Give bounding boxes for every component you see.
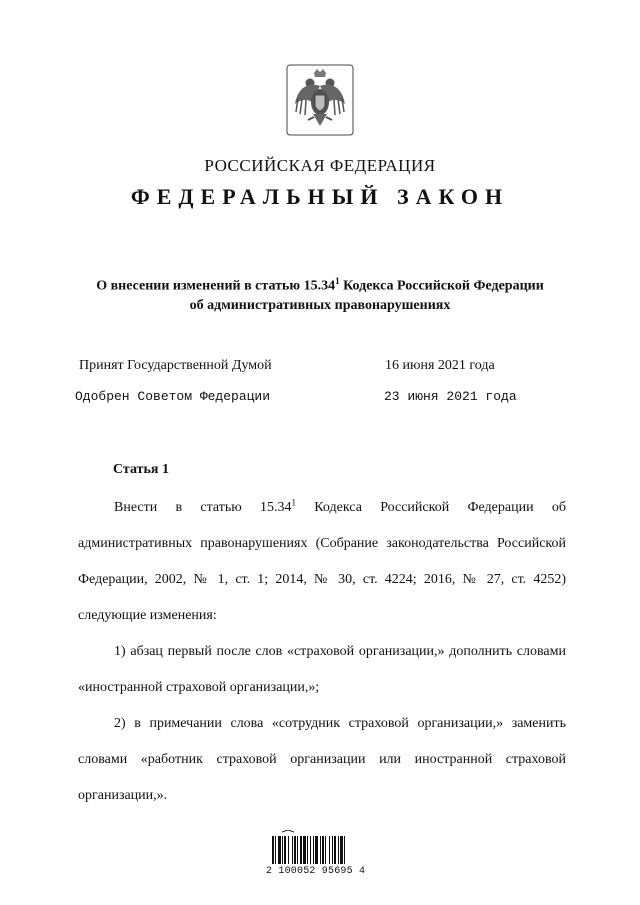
barcode-bar: [282, 836, 283, 864]
coat-of-arms-emblem: [286, 64, 354, 136]
barcode-bar: [275, 836, 276, 864]
barcode-bar: [307, 836, 308, 864]
barcode-bar: [313, 836, 314, 864]
title-superscript: 1: [335, 276, 340, 286]
approved-label: Одобрен Советом Федерации: [75, 389, 271, 404]
barcode-mark-icon: [282, 830, 294, 832]
barcode-bar: [315, 836, 318, 864]
article-item-1: 1) абзац первый после слов «страховой организации,» дополнить словами «иностранной страховой организации,»;: [78, 644, 566, 695]
article-item-2: 2) в примечании слова «сотрудник страховой организации,» заменить словами «работник страховой организации или иностранной страховой организации,».: [78, 716, 566, 803]
approved-date: 23 июня 2021 года: [384, 389, 517, 404]
article-intro-paragraph: [78, 490, 566, 634]
barcode-bar: [344, 836, 345, 864]
adopted-label: Принят Государственной Думой: [79, 358, 272, 373]
document-type-heading: ФЕДЕРАЛЬНЫЙ ЗАКОН: [130, 184, 510, 209]
barcode-bar: [288, 836, 289, 864]
barcode-number: 2 100052 95695 4: [266, 866, 366, 877]
barcode-bar: [320, 836, 321, 864]
country-heading: РОССИЙСКАЯ ФЕДЕРАЦИЯ: [204, 156, 436, 175]
double-headed-eagle-icon: [286, 64, 354, 136]
barcode-bar: [310, 836, 311, 864]
law-title: [60, 272, 580, 315]
barcode-bar: [329, 836, 330, 864]
intro-superscript: 1: [291, 497, 296, 508]
intro-text: Внести в статью 15.34: [114, 500, 292, 515]
barcode-bar: [325, 836, 326, 864]
barcode-bar: [292, 836, 293, 864]
article-heading: Статья 1: [113, 462, 169, 477]
title-text: О внесении изменений в статью 15.34: [96, 278, 336, 294]
intro-text-continued: Кодекса Российской Федерации об административных правонарушениях (Собрание законодательства Российской Федерации, 2002, № 1, ст. 1; 2014, № 30, ст. 4224; 2016, № 27, ст. 4252) следующие изменения:: [78, 500, 566, 623]
barcode-bar: [300, 836, 302, 864]
barcode-bar: [284, 836, 286, 864]
adopted-date: 16 июня 2021 года: [385, 358, 495, 373]
barcode-bar: [334, 836, 336, 864]
barcode-bar: [303, 836, 306, 864]
barcode-bar: [278, 836, 281, 864]
title-text-continued: Кодекса Российской Федерации: [339, 278, 544, 294]
law-title-line-1: [60, 272, 580, 296]
barcode-bar: [340, 836, 343, 864]
law-title-line-2: об административных правонарушениях: [189, 297, 451, 313]
barcode-bar: [322, 836, 324, 864]
barcode-graphic: [268, 830, 372, 866]
barcode-bar: [338, 836, 339, 864]
barcode-bar: [272, 836, 274, 864]
barcode-bar: [297, 836, 298, 864]
barcode-bar: [332, 836, 333, 864]
barcode-bar: [294, 836, 296, 864]
